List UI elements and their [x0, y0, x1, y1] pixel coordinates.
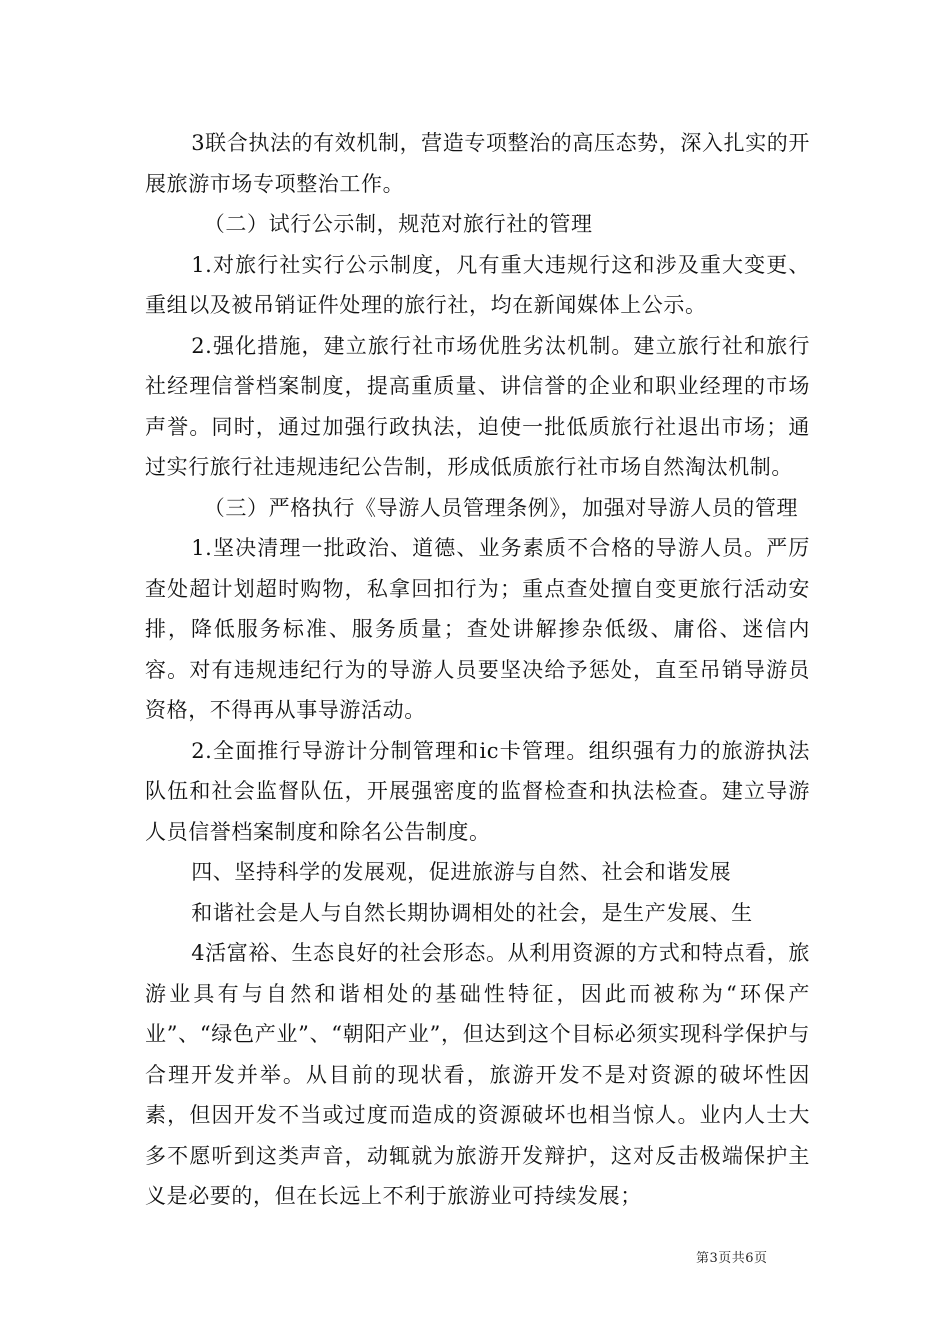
paragraph-ic-card: 2.全面推行导游计分制管理和ic卡管理。组织强有力的旅游执法队伍和社会监督队伍，开展强密度的监督检查和执法检查。建立导游人员信誉档案制度和除名公告制度。	[145, 738, 810, 844]
paragraph-harmonious-society: 和谐社会是人与自然长期协调相处的社会，是生产发展、生	[191, 900, 753, 925]
page-footer	[696, 1247, 768, 1266]
section-heading-tour-guide: （三）严格执行《导游人员管理条例》，加强对导游人员的管理	[203, 495, 799, 520]
paragraph-resource-use: 4活富裕、生态良好的社会形态。从利用资源的方式和特点看，旅游业具有与自然和谐相处的基础性特征，因此而被称为“环保产业”、“绿色产业”、“朝阳产业”，但达到这个目标必须实现科学保护与合理开发并举。从目前的现状看，旅游开发不是对资源的破坏性因素，但因开发不当或过度而造成的资源破坏也相当惊人。业内人士大多不愿听到这类声音，动辄就为旅游开发辩护，这对反击极端保护主义是必要的，但在长远上不利于旅游业可持续发展；	[145, 941, 810, 1208]
section-heading-harmony: 四、坚持科学的发展观，促进旅游与自然、社会和谐发展	[191, 860, 732, 884]
paragraph-clean-up-guides: 1.坚决清理一批政治、道德、业务素质不合格的导游人员。严厉查处超计划超时购物，私拿回扣行为；重点查处擅自变更旅行活动安排，降低服务标准、服务质量；查处讲解掺杂低级、庸俗、迷信内容。对有违规违纪行为的导游人员要坚决给予惩处，直至吊销导游员资格，不得再从事导游活动。	[145, 536, 810, 722]
paragraph-survival-of-fittest: 2.强化措施，建立旅行社市场优胜劣汰机制。建立旅行社和旅行社经理信誉档案制度，提高重质量、讲信誉的企业和职业经理的市场声誉。同时，通过加强行政执法，迫使一批低质旅行社退出市场；通过实行旅行社违规违纪公告制，形成低质旅行社市场自然淘汰机制。	[145, 333, 810, 479]
paragraph-joint-enforcement: 3联合执法的有效机制，营造专项整治的高压态势，深入扎实的开展旅游市场专项整治工作。	[145, 131, 810, 196]
section-heading-travel-agency: （二）试行公示制，规范对旅行社的管理	[203, 212, 593, 236]
body-text	[145, 123, 810, 1217]
page-number-label: 第3页共6页	[696, 1251, 768, 1266]
paragraph-disclosure-system: 1.对旅行社实行公示制度，凡有重大违规行这和涉及重大变更、重组以及被吊销证件处理的旅行社，均在新闻媒体上公示。	[145, 252, 810, 317]
